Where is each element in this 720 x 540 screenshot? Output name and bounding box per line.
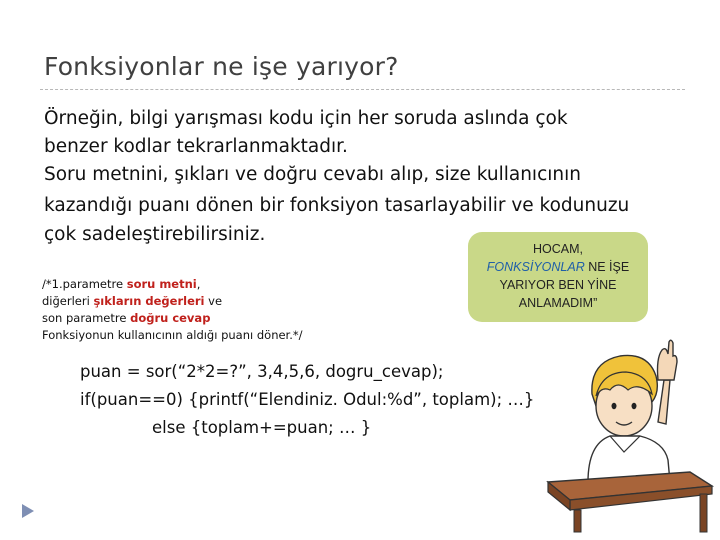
code-line: if(puan==0) {printf(“Elendiniz. Odul:%d”, toplam); …}: [80, 390, 535, 409]
code-line: else {toplam+=puan; … }: [152, 418, 372, 437]
callout-text: NE İŞE: [584, 260, 630, 274]
comment-highlight: şıkların değerleri: [93, 294, 205, 308]
slide-title: Fonksiyonlar ne işe yarıyor?: [44, 52, 399, 81]
comment-text: /*1.parametre: [42, 277, 127, 291]
callout-line: HOCAM,: [533, 242, 583, 256]
callout-line: YARIYOR BEN YİNE: [499, 278, 617, 292]
comment-line: [42, 310, 303, 327]
comment-text: diğerleri: [42, 294, 94, 308]
comment-text: ve: [204, 294, 223, 308]
paragraph-line: Örneğin, bilgi yarışması kodu için her soruda aslında çok: [44, 108, 568, 129]
title-divider: [40, 89, 685, 90]
comment-text: ,: [196, 277, 201, 291]
callout-line: [468, 258, 648, 276]
paragraph-line: Soru metnini, şıkları ve doğru cevabı alıp, size kullanıcının: [44, 164, 581, 185]
code-comment: [42, 276, 303, 344]
student-raising-hand-illustration: [540, 310, 720, 535]
speech-callout: [468, 232, 648, 322]
comment-highlight: doğru cevap: [130, 311, 211, 325]
paragraph-line: benzer kodlar tekrarlanmaktadır.: [44, 136, 348, 157]
comment-highlight: soru metni: [126, 277, 197, 291]
comment-text: son parametre: [42, 311, 131, 325]
callout-line: ANLAMADIM”: [518, 296, 598, 310]
paragraph-line: kazandığı puanı dönen bir fonksiyon tasarlayabilir ve kodunuzu: [44, 195, 630, 216]
callout-highlight: FONKSİYONLAR: [486, 260, 585, 274]
code-line: puan = sor(“2*2=?”, 3,4,5,6, dogru_cevap);: [80, 362, 444, 381]
triangle-bullet-icon: [20, 502, 36, 520]
paragraph-line: çok sadeleştirebilirsiniz.: [44, 224, 266, 245]
comment-line: [42, 276, 303, 293]
comment-line: Fonksiyonun kullanıcının aldığı puanı döner.*/: [42, 328, 303, 342]
comment-line: [42, 293, 303, 310]
